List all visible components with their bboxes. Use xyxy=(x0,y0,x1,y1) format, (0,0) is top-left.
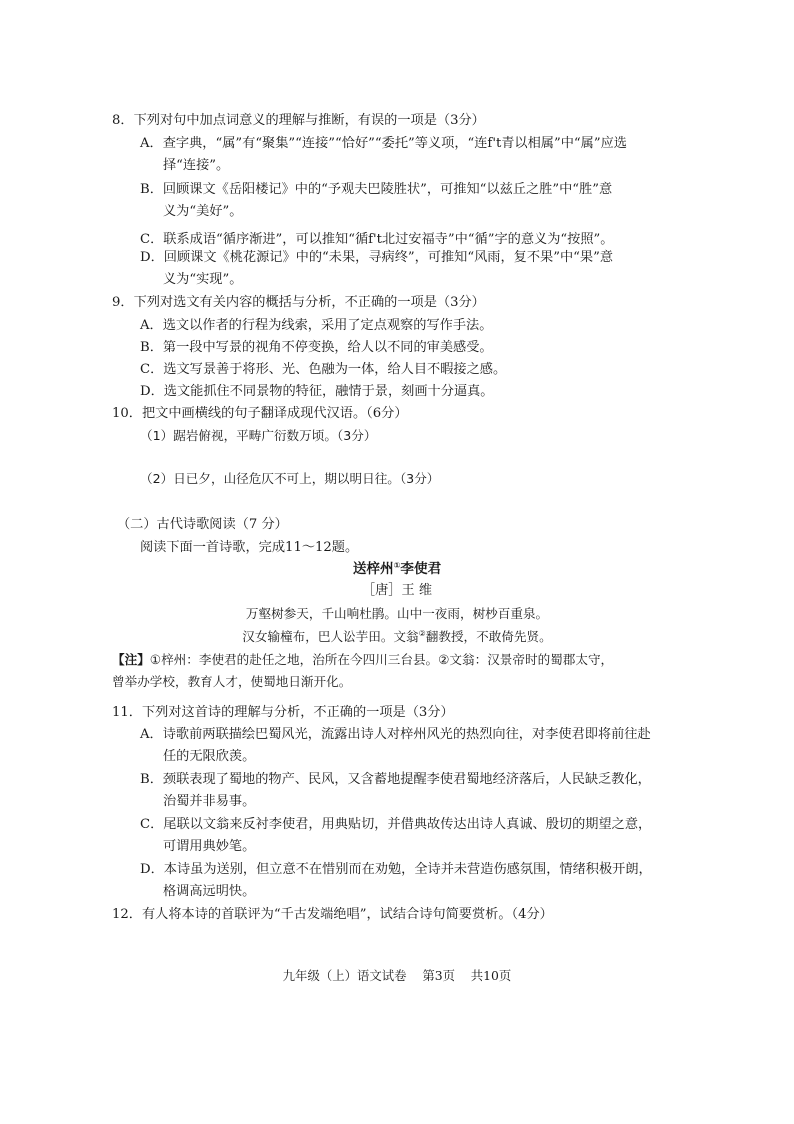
q11-option-b: B．颈联表现了蜀地的物产、民风，又含蓄地提醒李使君蜀地经济落后，人民缺乏教化， xyxy=(140,772,651,787)
q8-option-a: A．查字典，“属”有“聚集”“连接”“恰好”“委托”等义项，“连f't青以相属”中“属”应选 xyxy=(140,136,627,151)
q11-option-c: C．尾联以文翁来反衬李使君，用典贴切，并借典故传达出诗人真诚、殷切的期望之意， xyxy=(140,817,652,832)
q9-option-b: B．第一段中写景的视角不停变换，给人以不同的审美感受。 xyxy=(140,340,493,355)
poem-line-1: 万壑树参天，千山响杜鹃。山中一夜雨，树杪百重泉。 xyxy=(245,606,549,621)
q11-option-c-cont: 可谓用典妙笔。 xyxy=(163,839,256,854)
q8-option-c: C．联系成语“循序渐进”，可以推知“循f't北过安福寺”中“循”字的意义为“按照”。 xyxy=(140,232,614,247)
section-heading: （二）古代诗歌阅读（7 分） xyxy=(117,517,288,532)
q9-option-d: D．选文能抓住不同景物的特征，融情于景，刻画十分逼真。 xyxy=(140,384,494,399)
footnote-marker-1: ① xyxy=(393,561,401,570)
q11-option-d-cont: 格调高远明快。 xyxy=(163,884,256,899)
q11-option-d: D．本诗虽为送别，但立意不在惜别而在劝勉，全诗并未营造伤感氛围，情绪积极开朗， xyxy=(140,862,652,877)
poem-note-cont: 曾举办学校，教育人才，使蜀地日渐开化。 xyxy=(112,674,352,689)
q10-sentence-2: （2）日已夕，山径危仄不可上，期以明日往。（3分） xyxy=(140,471,440,486)
q11-option-a-cont: 任的无限欣羡。 xyxy=(163,749,256,764)
q8-stem: 8．下列对句中加点词意义的理解与推断，有误的一项是（3分） xyxy=(112,113,485,128)
q12-stem: 12．有人将本诗的首联评为“千古发端绝唱”，试结合诗句简要赏析。（4分） xyxy=(112,907,553,922)
q9-option-c: C．选文写景善于将形、光、色融为一体，给人目不暇接之感。 xyxy=(140,362,507,377)
q8-option-b-cont: 义为“美好”。 xyxy=(163,204,243,219)
note-label: 【注】 xyxy=(112,652,150,667)
poem-line-2: 汉女输橦布，巴人讼芋田。文翁②翻教授，不敢倚先贤。 xyxy=(242,629,552,644)
q9-option-a: A．选文以作者的行程为线索，采用了定点观察的写作手法。 xyxy=(140,318,493,333)
q9-stem: 9．下列对选文有关内容的概括与分析，不正确的一项是（3分） xyxy=(112,295,485,310)
q11-option-a: A．诗歌前两联描绘巴蜀风光，流露出诗人对梓州风光的热烈向往，对李使君即将前往赴 xyxy=(140,727,651,742)
q11-stem: 11．下列对这首诗的理解与分析，不正确的一项是（3分） xyxy=(112,705,454,720)
q11-option-b-cont: 治蜀并非易事。 xyxy=(163,794,256,809)
page-footer: 九年级（上）语文试卷 第3页 共10页 xyxy=(282,968,512,983)
q8-option-d-cont: 义为“实现”。 xyxy=(163,272,243,287)
q10-stem: 10．把文中画横线的句子翻译成现代汉语。（6分） xyxy=(112,406,408,421)
q8-option-d: D．回顾课文《桃花源记》中的“未果，寻病终”，可推知“风雨，复不果”中“果”意 xyxy=(140,250,614,265)
q10-sentence-1: （1）踞岩俯视，平畴广衍数万顷。（3分） xyxy=(140,428,377,443)
q8-option-b: B．回顾课文《岳阳楼记》中的“予观夫巴陵胜状”，可推知“以兹丘之胜”中“胜”意 xyxy=(140,182,613,197)
q8-option-a-cont: 择“连接”。 xyxy=(163,158,230,173)
poem-note: 【注】①梓州：李使君的赴任之地，治所在今四川三台县。②文翁：汉景帝时的蜀郡太守， xyxy=(112,652,614,667)
poem-title: 送梓州①李使君 xyxy=(352,561,442,577)
footnote-marker-2: ② xyxy=(418,629,426,638)
section-intro: 阅读下面一首诗歌，完成11～12题。 xyxy=(140,540,359,555)
poem-author: ［唐］王 维 xyxy=(361,583,433,598)
